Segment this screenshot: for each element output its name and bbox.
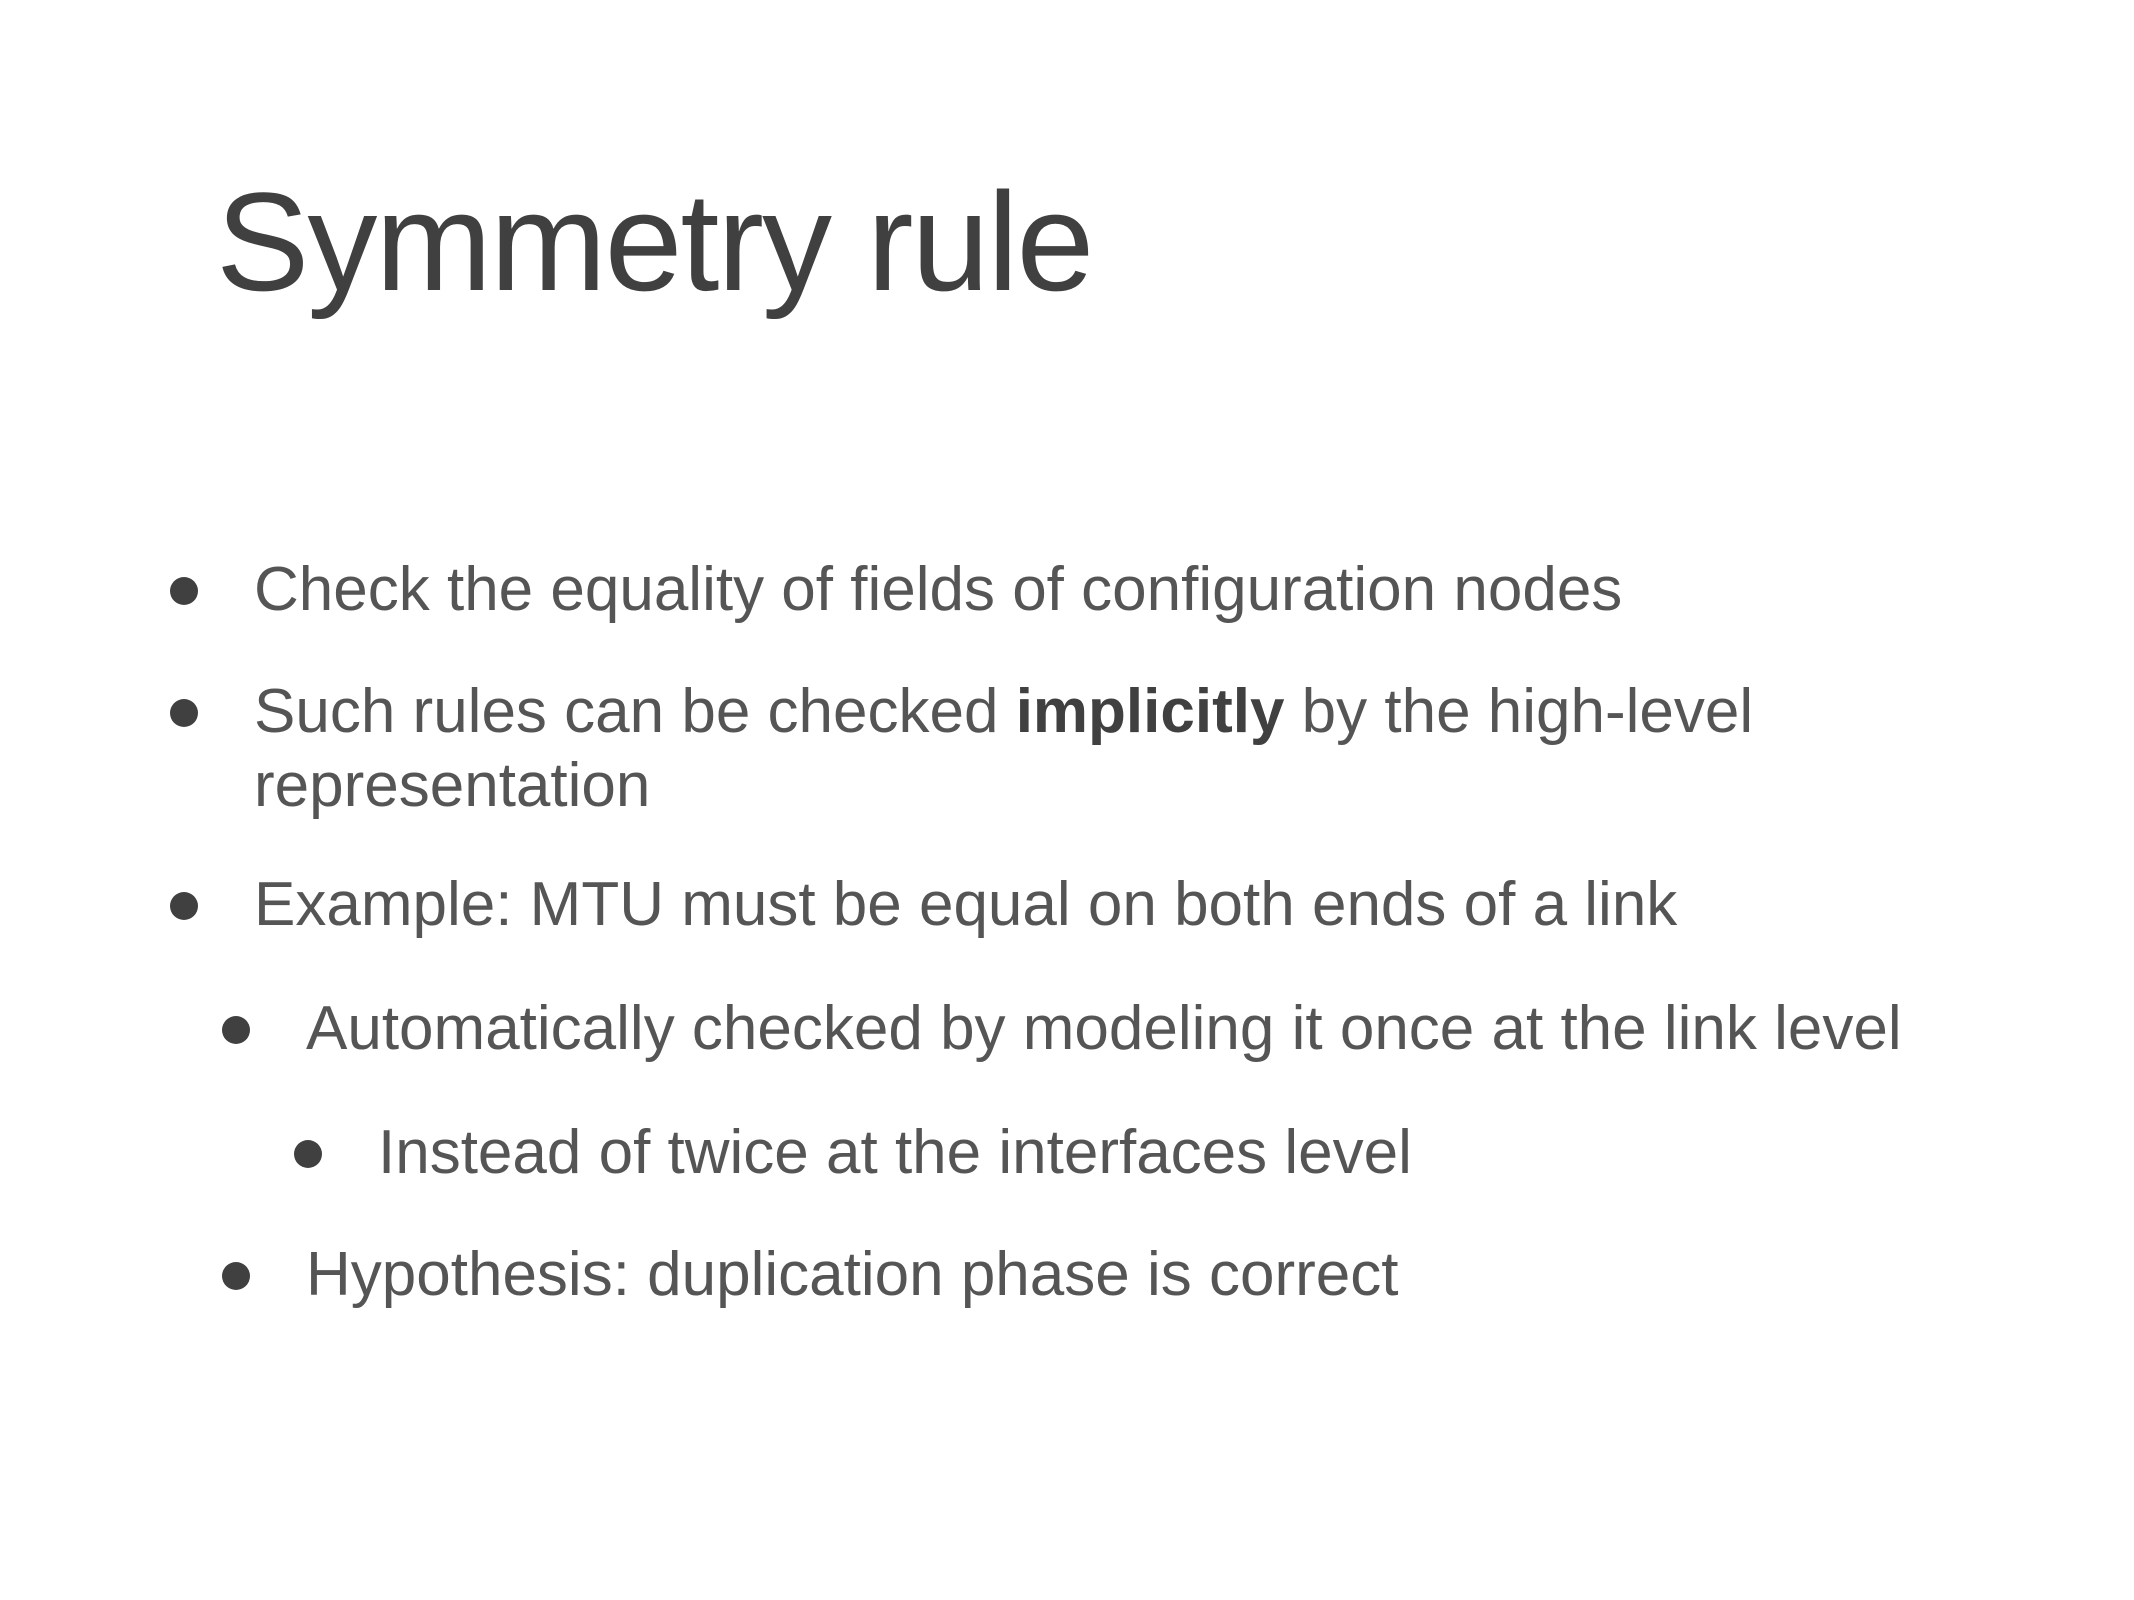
bullet-dot-icon <box>222 1262 250 1290</box>
slide-title: Symmetry rule <box>216 163 1093 320</box>
bullet-text: Hypothesis: duplication phase is correct <box>306 1240 1399 1309</box>
bullet-text: Example: MTU must be equal on both ends of a link <box>254 870 1678 939</box>
bullet-dot-icon <box>170 699 198 727</box>
bullet-text <box>254 675 1753 749</box>
bullet-dot-icon <box>170 892 198 920</box>
bullet-text: Automatically checked by modeling it once at the link level <box>306 994 1902 1063</box>
bullet-text-bold: implicitly <box>1015 677 1285 746</box>
bullet-dot-icon <box>222 1016 250 1044</box>
bullet-text: Check the equality of fields of configuration nodes <box>254 555 1623 624</box>
bullet-text: Instead of twice at the interfaces level <box>378 1118 1412 1187</box>
bullet-dot-icon <box>170 577 198 605</box>
bullet-dot-icon <box>294 1140 322 1168</box>
bullet-text-before: Such rules can be checked <box>254 677 1016 746</box>
bullet-text-after: by the high-level <box>1284 677 1754 746</box>
bullet-text-continuation: representation <box>254 751 651 820</box>
